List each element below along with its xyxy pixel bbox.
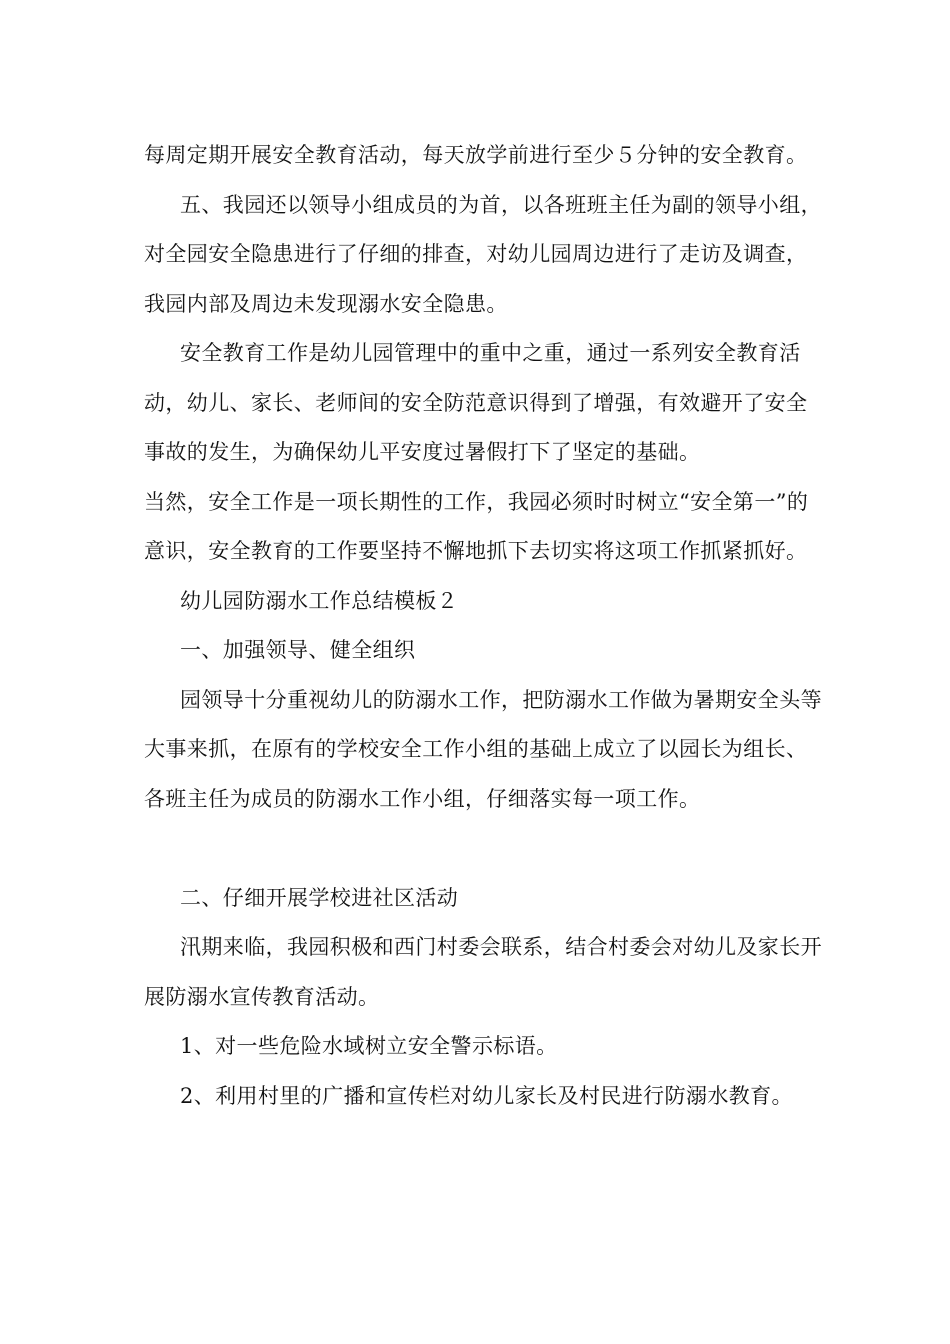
paragraph-conclusion: 当然，安全工作是一项长期性的工作，我园必须时时树立“安全第一”的意识，安全教育的工作要坚持不懈地抓下去切实将这项工作抓紧抓好。	[144, 489, 809, 563]
section-heading-template-2: 幼儿园防溺水工作总结模板２	[180, 588, 459, 613]
paragraph-community: 汛期来临，我园积极和西门村委会联系，结合村委会对幼儿及家长开展防溺水宣传教育活动。	[144, 935, 822, 1009]
paragraph-continuation: 每周定期开展安全教育活动，每天放学前进行至少５分钟的安全教育。	[144, 143, 808, 167]
subheading-leadership: 一、加强领导、健全组织	[180, 638, 416, 662]
paragraph-leadership: 园领导十分重视幼儿的防溺水工作，把防溺水工作做为暑期安全头等大事来抓，在原有的学校安全工作小组的基础上成立了以园长为组长、各班主任为成员的防溺水工作小组，仔细落实每一项工作。	[144, 687, 822, 811]
subheading-community: 二、仔细开展学校进社区活动	[180, 885, 459, 910]
list-item-broadcast: 2、利用村里的广播和宣传栏对幼儿家长及村民进行防溺水教育。	[180, 1083, 793, 1108]
document-body	[144, 131, 824, 1121]
paragraph-summary: 安全教育工作是幼儿园管理中的重中之重，通过一系列安全教育活动，幼儿、家长、老师间的安全防范意识得到了增强，有效避开了安全事故的发生，为确保幼儿平安度过暑假打下了坚定的基础。	[144, 341, 808, 464]
blank-line	[144, 824, 824, 874]
list-item-warning-signs: 1、对一些危险水域树立安全警示标语。	[180, 1034, 558, 1058]
paragraph-item-five: 五、我园还以领导小组成员的为首，以各班班主任为副的领导小组，对全园安全隐患进行了仔细的排查，对幼儿园周边进行了走访及调查，我园内部及周边未发现溺水安全隐患。	[144, 192, 822, 316]
